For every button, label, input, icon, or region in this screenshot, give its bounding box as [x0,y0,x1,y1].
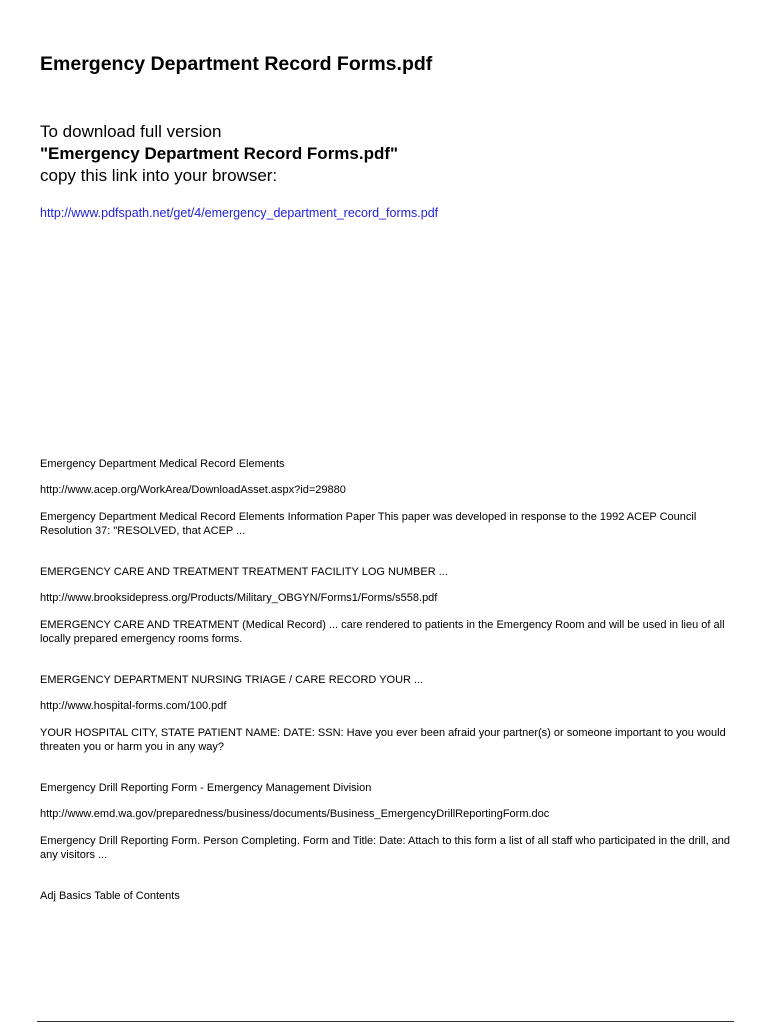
result-title: Emergency Drill Reporting Form - Emergency Management Division [40,782,372,794]
result-entry [40,566,745,646]
page-bottom-divider [37,1021,734,1022]
result-url-link[interactable]: http://www.hospital-forms.com/100.pdf [40,700,227,712]
result-description: EMERGENCY CARE AND TREATMENT (Medical Record) ... care rendered to patients in the Emergency Room and will be used in lieu of all locally prepared emergency rooms forms. [40,619,725,645]
result-title: EMERGENCY DEPARTMENT NURSING TRIAGE / CARE RECORD YOUR ... [40,674,424,686]
result-url-link[interactable]: http://www.acep.org/WorkArea/DownloadAsset.aspx?id=29880 [40,484,346,496]
result-entry [40,782,745,862]
result-entry [40,674,745,754]
result-entry [40,458,745,538]
result-title: Emergency Department Medical Record Elements [40,458,285,470]
download-filename: "Emergency Department Record Forms.pdf" [40,144,399,163]
result-title: Adj Basics Table of Contents [40,890,180,902]
result-title: EMERGENCY CARE AND TREATMENT TREATMENT FACILITY LOG NUMBER ... [40,566,448,578]
download-instruction: copy this link into your browser: [40,166,278,185]
search-results-list [40,458,745,931]
result-url-link[interactable]: http://www.emd.wa.gov/preparedness/business/documents/Business_EmergencyDrillReportingForm.doc [40,808,550,820]
document-title: Emergency Department Record Forms.pdf [40,53,433,75]
download-link[interactable]: http://www.pdfspath.net/get/4/emergency_department_record_forms.pdf [40,206,439,220]
result-url-link[interactable]: http://www.brooksidepress.org/Products/Military_OBGYN/Forms1/Forms/s558.pdf [40,592,438,604]
result-description: Emergency Drill Reporting Form. Person Completing. Form and Title: Date: Attach to this form a list of all staff who participated in the drill, and any visitors ... [40,835,731,861]
result-description: YOUR HOSPITAL CITY, STATE PATIENT NAME: DATE: SSN: Have you ever been afraid your partner(s) or someone important to you would threaten you or harm you in any way? [40,727,726,753]
download-instructions [40,121,398,187]
result-description: Emergency Department Medical Record Elements Information Paper This paper was developed in response to the 1992 ACEP Council Resolution 37: "RESOLVED, that ACEP ... [40,511,697,537]
result-entry [40,890,745,903]
download-intro: To download full version [40,122,222,141]
